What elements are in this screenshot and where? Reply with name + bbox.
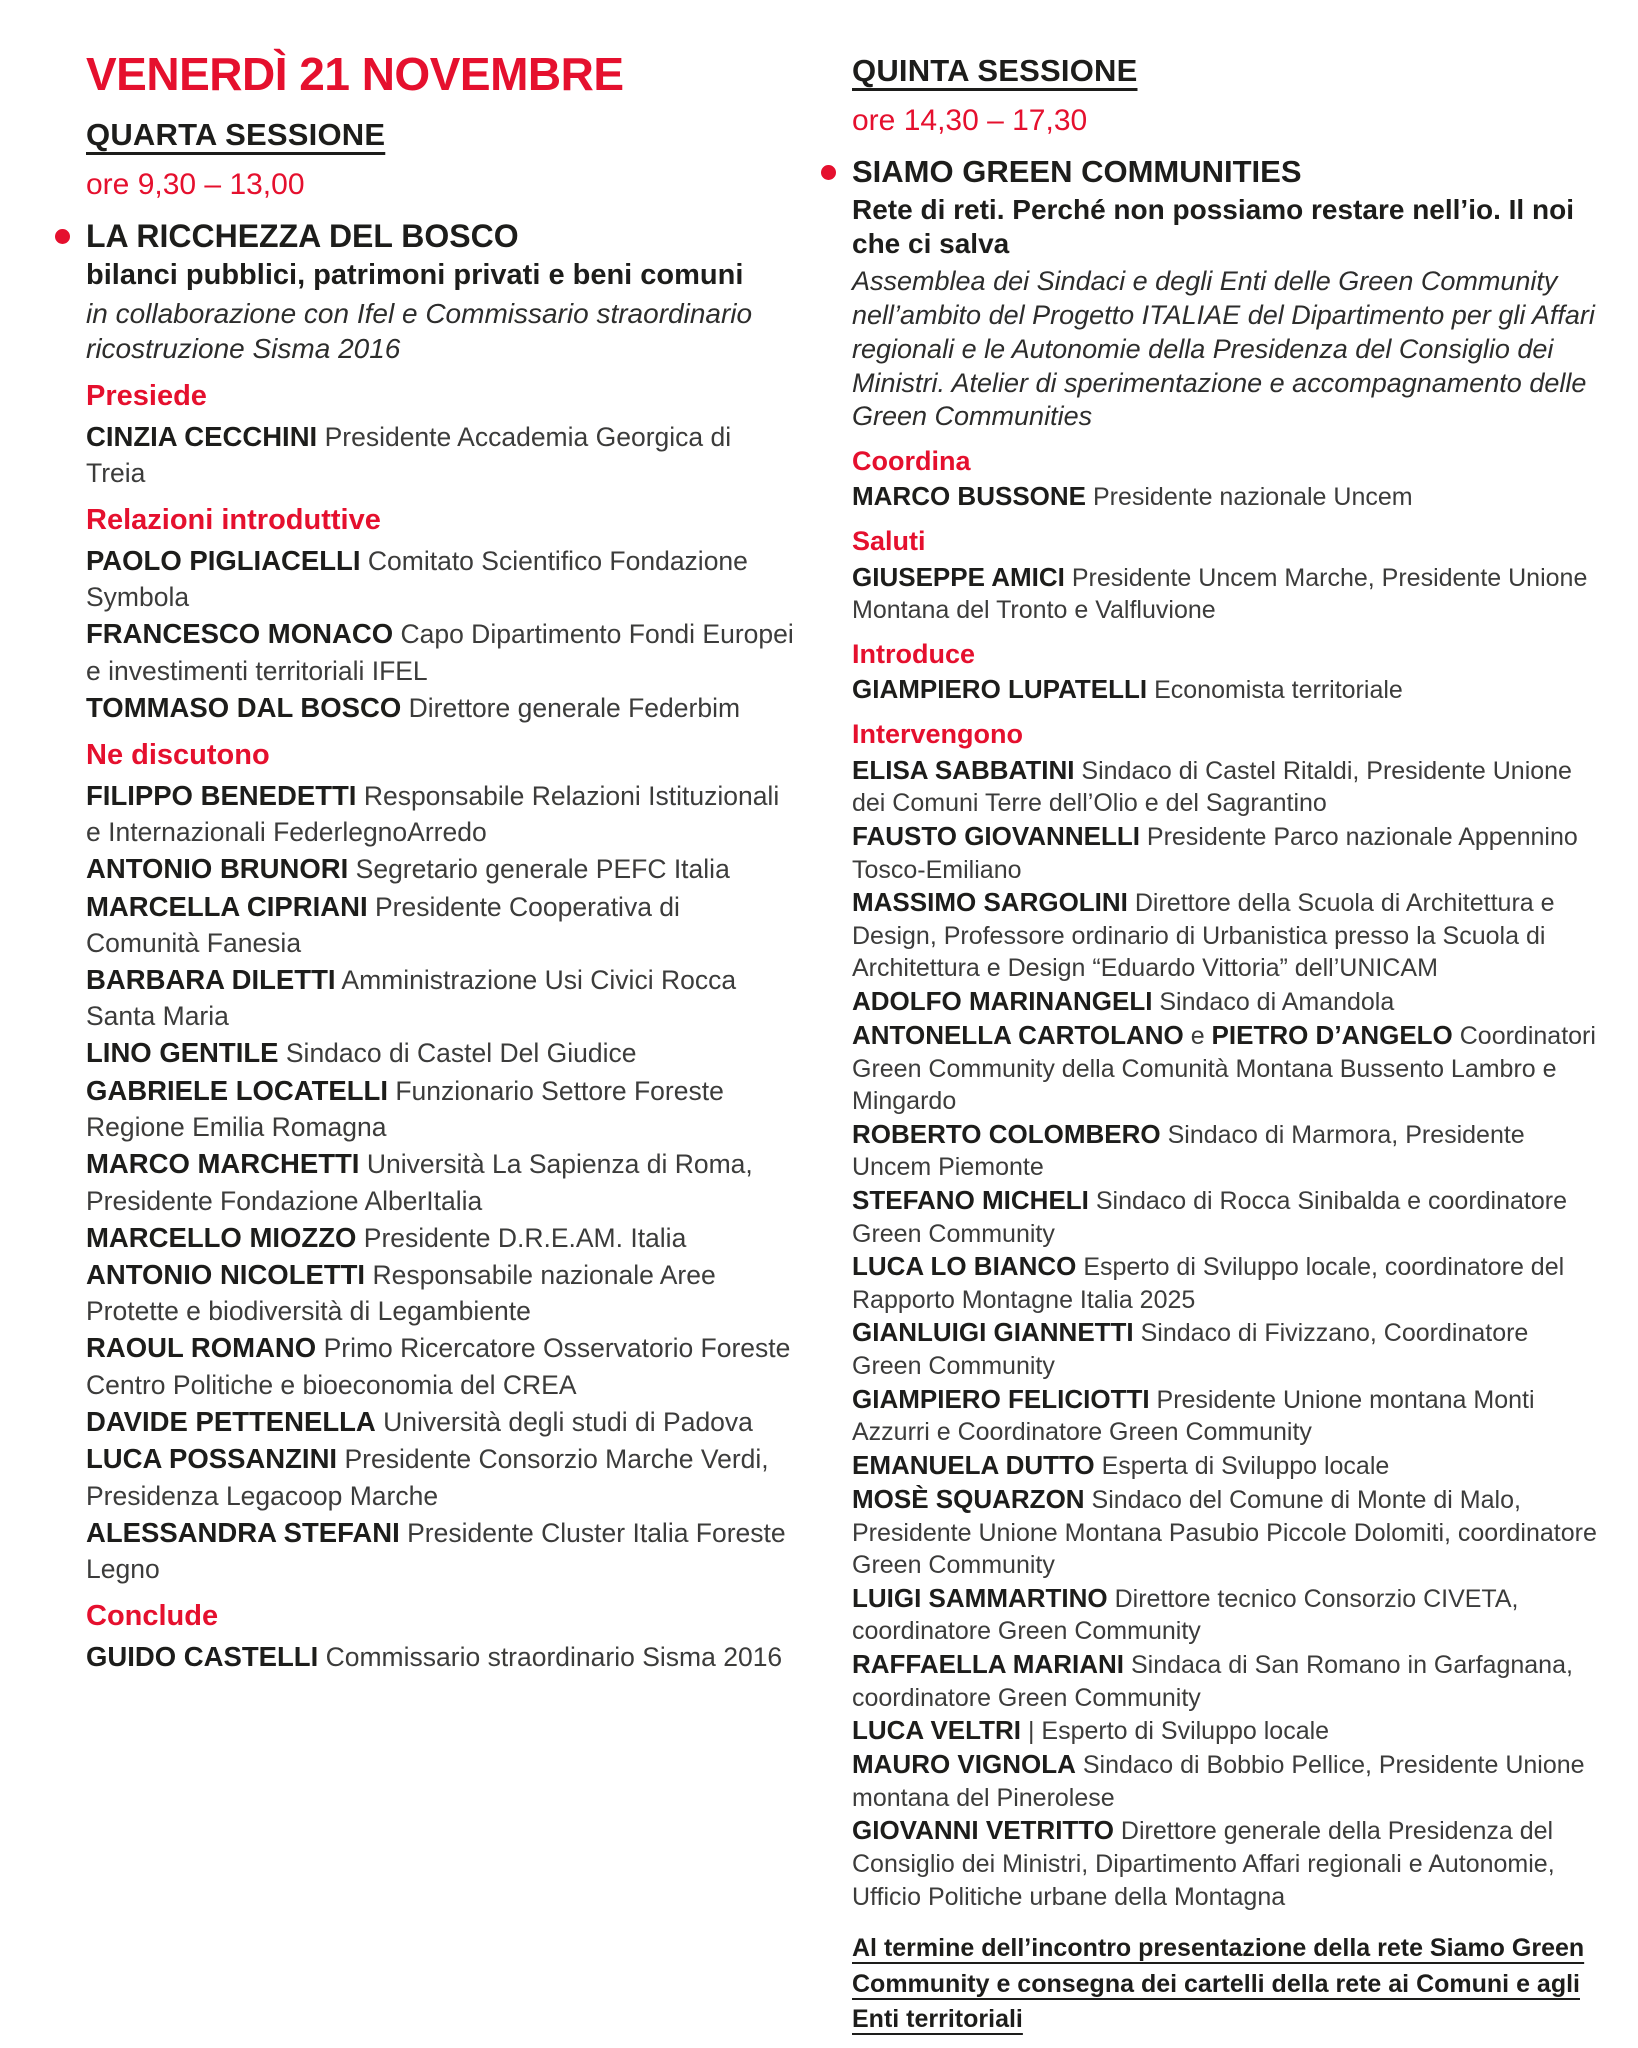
- speaker-name: FAUSTO GIOVANNELLI: [852, 820, 1140, 851]
- speaker-name: LINO GENTILE: [86, 1037, 279, 1069]
- event-subtitle: Rete di reti. Perché non possiamo restare nell’io. Il noi che ci salva: [852, 194, 1574, 260]
- speaker-name: ANTONIO BRUNORI: [86, 853, 349, 885]
- speaker-entry: [852, 480, 1600, 514]
- speaker-entry: [852, 1383, 1600, 1449]
- speaker-entry: [852, 820, 1600, 886]
- speaker-entry: [852, 1316, 1600, 1382]
- column-quarta-sessione: [86, 0, 796, 1675]
- speaker-entry: [86, 542, 796, 615]
- speaker-name: ADOLFO MARINANGELI: [852, 985, 1153, 1016]
- speaker-name: TOMMASO DAL BOSCO: [86, 691, 402, 723]
- speaker-name: ANTONIO NICOLETTI: [86, 1259, 366, 1291]
- speaker-description: Sindaco di Bobbio Pellice, Presidente Unione montana del Pinerolese: [852, 1750, 1585, 1812]
- bullet-icon: [55, 229, 70, 244]
- speaker-name: GIANLUIGI GIANNETTI: [852, 1317, 1134, 1348]
- speaker-name: ROBERTO COLOMBERO: [852, 1118, 1161, 1149]
- session-time: ore 9,30 – 13,00: [86, 167, 305, 201]
- speaker-name: MARCELLO MIOZZO: [86, 1221, 357, 1253]
- speaker-description: Esperto di Sviluppo locale, coordinatore del Rapporto Montagne Italia 2025: [852, 1253, 1565, 1314]
- speaker-description: Direttore tecnico Consorzio CIVETA, coordinatore Green Community: [852, 1584, 1519, 1646]
- speaker-entry: [86, 689, 796, 726]
- speaker-description: Sindaca di San Romano in Garfagnana, coordinatore Green Community: [852, 1650, 1573, 1712]
- speaker-description: Presidente Cooperativa di Comunità Fanesia: [86, 891, 680, 958]
- speaker-entry: [86, 1034, 796, 1071]
- role-label: Conclude: [86, 1600, 219, 1633]
- speaker-description: Sindaco di Castel Del Giudice: [285, 1038, 637, 1069]
- speaker-description: Presidente nazionale Uncem: [1092, 483, 1413, 512]
- speaker-name: RAFFAELLA MARIANI: [852, 1648, 1125, 1679]
- speaker-name: MOSÈ SQUARZON: [852, 1483, 1085, 1514]
- event-title: SIAMO GREEN COMMUNITIES: [852, 154, 1302, 190]
- speaker-name: MAURO VIGNOLA: [852, 1748, 1076, 1779]
- speaker-description: Direttore generale Federbim: [408, 692, 741, 723]
- speaker-name: DAVIDE PETTENELLA: [86, 1405, 376, 1437]
- speaker-name: GABRIELE LOCATELLI: [86, 1074, 388, 1106]
- speaker-name: MARCELLA CIPRIANI: [86, 890, 368, 922]
- speaker-description: Commissario straordinario Sisma 2016: [325, 1641, 783, 1672]
- speaker-entry: [852, 1582, 1600, 1648]
- speaker-description: Sindaco di Amandola: [1159, 987, 1395, 1016]
- event-title: LA RICCHEZZA DEL BOSCO: [86, 217, 519, 254]
- speaker-name: LUIGI SAMMARTINO: [852, 1582, 1108, 1613]
- bullet-icon: [821, 165, 836, 180]
- event-description: Assemblea dei Sindaci e degli Enti delle Green Community nell’ambito del Progetto ITALIAE del Dipartimento per gli Affari regionali e le Autonomie della Presidenza del Consiglio dei Ministri. Atelier di sperimentazione e accompagnamento delle Green Communities: [852, 266, 1595, 432]
- speaker-description: Segretario generale PEFC Italia: [355, 854, 730, 885]
- speaker-entry: [86, 1440, 796, 1513]
- speaker-name: GIAMPIERO LUPATELLI: [852, 674, 1148, 705]
- speaker-description: | Esperto di Sviluppo locale: [1027, 1717, 1330, 1746]
- speaker-description: Presidente Parco nazionale Appennino Tosco-Emiliano: [852, 822, 1578, 884]
- speaker-description: Presidente Uncem Marche, Presidente Unione Montana del Tronto e Valfluvione: [852, 563, 1588, 625]
- speaker-entry: [852, 1449, 1600, 1483]
- speaker-entry: [852, 1714, 1600, 1748]
- speaker-description: Università La Sapienza di Roma, Presidente Fondazione AlberItalia: [86, 1149, 753, 1216]
- speaker-description: Sindaco di Rocca Sinibalda e coordinatore Green Community: [852, 1186, 1567, 1248]
- event-block: [852, 153, 1600, 434]
- role-label: Relazioni introduttive: [86, 503, 381, 536]
- speaker-entry: [86, 1072, 796, 1145]
- speaker-entry: [852, 1118, 1600, 1184]
- speaker-entry: [852, 985, 1600, 1019]
- speaker-entry: [852, 1483, 1600, 1582]
- speaker-description: Sindaco di Marmora, Presidente Uncem Piemonte: [852, 1120, 1525, 1182]
- speaker-name: BARBARA DILETTI: [86, 963, 336, 995]
- connector-text: e: [1190, 1021, 1205, 1050]
- speaker-description: Presidente Consorzio Marche Verdi, Presidenza Legacoop Marche: [86, 1444, 769, 1511]
- speaker-entry: [86, 888, 796, 961]
- speaker-name: MARCO BUSSONE: [852, 481, 1087, 512]
- speaker-entry: [86, 615, 796, 688]
- speaker-name: GUIDO CASTELLI: [86, 1640, 319, 1672]
- speaker-description: Presidente Accademia Georgica di Treia: [86, 421, 732, 488]
- role-label: Intervengono: [852, 719, 1024, 750]
- speaker-description: Università degli studi di Padova: [383, 1406, 753, 1437]
- session-title: QUINTA SESSIONE: [852, 53, 1138, 88]
- speaker-name: PAOLO PIGLIACELLI: [86, 544, 361, 576]
- column-quinta-sessione: [852, 0, 1600, 2038]
- speaker-entry: [86, 777, 796, 850]
- speaker-description: Sindaco del Comune di Monte di Malo, Presidente Unione Montana Pasubio Piccole Dolomiti, coordinatore Green Community: [852, 1485, 1597, 1580]
- role-label: Ne discutono: [86, 738, 270, 771]
- speaker-name: GIUSEPPE AMICI: [852, 561, 1065, 592]
- speaker-entry: [86, 1145, 796, 1218]
- speaker-name: LUCA VELTRI: [852, 1715, 1021, 1746]
- event-block: [86, 217, 796, 367]
- speaker-description: Economista territoriale: [1154, 676, 1403, 705]
- role-label: Saluti: [852, 526, 926, 557]
- speaker-entry: [852, 1648, 1600, 1714]
- speaker-description: Presidente Cluster Italia Foreste Legno: [86, 1517, 786, 1585]
- speaker-description: Coordinatori Green Community della Comunità Montana Bussento Lambro e Mingardo: [852, 1021, 1596, 1115]
- speaker-entry: [852, 1814, 1600, 1913]
- speaker-name: MASSIMO SARGOLINI: [852, 887, 1128, 918]
- speaker-name: RAOUL ROMANO: [86, 1332, 317, 1364]
- speaker-entry: [86, 1638, 796, 1675]
- speaker-entry: [86, 1403, 796, 1440]
- speaker-entry: [852, 561, 1600, 627]
- speaker-description: Sindaco di Fivizzano, Coordinatore Green Community: [852, 1319, 1529, 1381]
- speaker-entry: [852, 754, 1600, 820]
- event-description: in collaborazione con Ifel e Commissario straordinario ricostruzione Sisma 2016: [86, 298, 753, 364]
- session-time: ore 14,30 – 17,30: [852, 104, 1088, 138]
- speaker-name: STEFANO MICHELI: [852, 1184, 1089, 1215]
- speaker-description: Capo Dipartimento Fondi Europei e investimenti territoriali IFEL: [86, 619, 794, 686]
- speaker-entry: [86, 850, 796, 887]
- speaker-name: GIOVANNI VETRITTO: [852, 1815, 1114, 1846]
- speaker-description: Esperta di Sviluppo locale: [1101, 1451, 1390, 1480]
- speaker-name: MARCO MARCHETTI: [86, 1148, 360, 1180]
- event-subtitle: bilanci pubblici, patrimoni privati e beni comuni: [86, 258, 744, 291]
- speaker-entry: [852, 1748, 1600, 1814]
- speaker-name: ALESSANDRA STEFANI: [86, 1516, 400, 1548]
- speaker-description: Direttore della Scuola di Architettura e Design, Professore ordinario di Urbanistica presso la Scuola di Architettura e Design “Eduardo Vittoria” dell’UNICAM: [852, 889, 1555, 983]
- role-label: Coordina: [852, 446, 971, 477]
- speaker-name: FILIPPO BENEDETTI: [86, 779, 357, 811]
- speaker-description: Direttore generale della Presidenza del Consiglio dei Ministri, Dipartimento Affari regionali e Autonomie, Ufficio Politiche urbane della Montagna: [852, 1817, 1555, 1911]
- speaker-description: Presidente Unione montana Monti Azzurri e Coordinatore Green Community: [852, 1385, 1535, 1447]
- speaker-entry: [86, 418, 796, 491]
- speaker-description: Comitato Scientifico Fondazione Symbola: [86, 545, 748, 613]
- speaker-description: Amministrazione Usi Civici Rocca Santa Maria: [86, 964, 737, 1032]
- speaker-entry: [852, 673, 1600, 707]
- speaker-entry: [86, 1329, 796, 1402]
- speaker-entry: [852, 1019, 1600, 1118]
- speaker-name: LUCA LO BIANCO: [852, 1251, 1077, 1282]
- speaker-name: EMANUELA DUTTO: [852, 1449, 1095, 1480]
- speaker-description: Sindaco di Castel Ritaldi, Presidente Unione dei Comuni Terre dell’Olio e del Sagrantino: [852, 756, 1572, 818]
- speaker-description: Primo Ricercatore Osservatorio Foreste Centro Politiche e bioeconomia del CREA: [86, 1333, 791, 1400]
- speaker-entry: [852, 1184, 1600, 1250]
- speaker-description: Funzionario Settore Foreste Regione Emilia Romagna: [86, 1075, 724, 1143]
- speaker-name: GIAMPIERO FELICIOTTI: [852, 1383, 1150, 1414]
- speaker-entry: [86, 1219, 796, 1256]
- speaker-name: LUCA POSSANZINI: [86, 1443, 338, 1475]
- speaker-description: Presidente D.R.E.AM. Italia: [363, 1222, 687, 1253]
- speaker-entry: [86, 961, 796, 1034]
- speaker-name: FRANCESCO MONACO: [86, 618, 394, 650]
- speaker-entry: [852, 1250, 1600, 1316]
- session-title: QUARTA SESSIONE: [86, 116, 386, 152]
- speaker-entry: [852, 886, 1600, 985]
- speaker-name: PIETRO D’ANGELO: [1211, 1019, 1453, 1050]
- speaker-description: Responsabile Relazioni Istituzionali e Internazionali FederlegnoArredo: [86, 780, 780, 848]
- role-label: Presiede: [86, 379, 207, 412]
- speaker-name: ANTONELLA CARTOLANO: [852, 1019, 1184, 1050]
- day-title: VENERDÌ 21 NOVEMBRE: [86, 48, 624, 100]
- role-label: Introduce: [852, 638, 976, 669]
- speaker-entry: [86, 1256, 796, 1329]
- speaker-name: CINZIA CECCHINI: [86, 420, 318, 452]
- speaker-description: Responsabile nazionale Aree Protette e biodiversità di Legambiente: [86, 1260, 716, 1327]
- closing-note: Al termine dell’incontro presentazione della rete Siamo Green Community e consegna dei cartelli della rete ai Comuni e agli Enti territoriali: [852, 1934, 1585, 2034]
- speaker-entry: [86, 1514, 796, 1587]
- speaker-name: ELISA SABBATINI: [852, 754, 1075, 785]
